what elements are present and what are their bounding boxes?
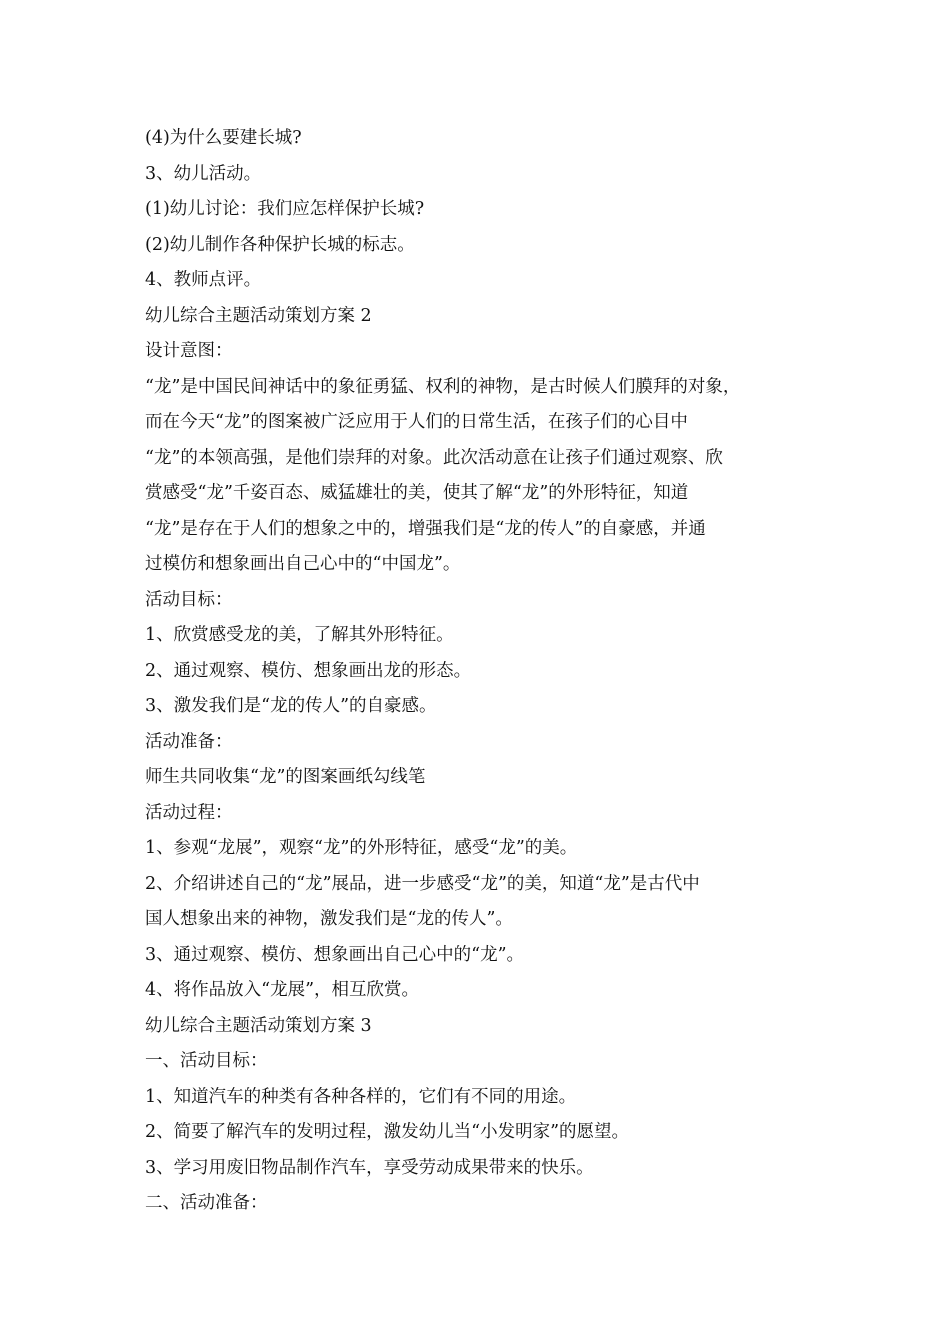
list-item: 2、简要了解汽车的发明过程，激发幼儿当“小发明家”的愿望。: [145, 1122, 630, 1142]
plan-title: 幼儿综合主题活动策划方案 2: [145, 305, 372, 326]
paragraph-line: “龙”是存在于人们的想象之中的，增强我们是“龙的传人”的自豪感，并通: [145, 518, 706, 539]
text-line: (1)幼儿讨论：我们应怎样保护长城?: [145, 199, 425, 219]
section-heading: 活动目标：: [145, 589, 233, 610]
list-item: 2、通过观察、模仿、想象画出龙的形态。: [145, 660, 472, 681]
list-item: 3、学习用废旧物品制作汽车，享受劳动成果带来的快乐。: [145, 1157, 594, 1178]
paragraph-line: 过模仿和想象画出自己心中的“中国龙”。: [145, 554, 461, 574]
list-item: 1、欣赏感受龙的美，了解其外形特征。: [145, 625, 454, 645]
list-item: 4、将作品放入“龙展”，相互欣赏。: [145, 980, 420, 1000]
section-heading: 设计意图：: [145, 341, 233, 361]
text-line: 师生共同收集“龙”的图案画纸勾线笔: [145, 767, 426, 787]
section-heading: 活动过程：: [145, 802, 233, 823]
list-item: 1、知道汽车的种类有各种各样的，它们有不同的用途。: [145, 1086, 577, 1107]
section-heading: 活动准备：: [145, 731, 233, 752]
plan-title: 幼儿综合主题活动策划方案 3: [145, 1015, 372, 1036]
list-item: 3、激发我们是“龙的传人”的自豪感。: [145, 696, 437, 716]
document-body: [145, 121, 807, 1222]
paragraph-line: “龙”是中国民间神话中的象征勇猛、权利的神物，是古时候人们膜拜的对象，: [145, 376, 741, 397]
section-heading: 4、教师点评。: [145, 270, 262, 290]
list-item-continued: 国人想象出来的神物，激发我们是“龙的传人”。: [145, 909, 513, 929]
list-item: 3、通过观察、模仿、想象画出自己心中的“龙”。: [145, 944, 525, 965]
section-heading: 二、活动准备：: [145, 1193, 268, 1213]
paragraph-line: 而在今天“龙”的图案被广泛应用于人们的日常生活，在孩子们的心目中: [145, 412, 688, 432]
text-line: (4)为什么要建长城?: [145, 128, 302, 148]
list-item: 1、参观“龙展”，观察“龙”的外形特征，感受“龙”的美。: [145, 838, 578, 858]
paragraph-line: 赏感受“龙”千姿百态、威猛雄壮的美，使其了解“龙”的外形特征，知道: [145, 483, 689, 503]
paragraph-line: “龙”的本领高强，是他们崇拜的对象。此次活动意在让孩子们通过观察、欣: [145, 447, 723, 468]
section-heading: 3、幼儿活动。: [145, 163, 262, 184]
text-line: (2)幼儿制作各种保护长城的标志。: [145, 234, 415, 255]
list-item: 2、介绍讲述自己的“龙”展品，进一步感受“龙”的美，知道“龙”是古代中: [145, 873, 700, 894]
section-heading: 一、活动目标：: [145, 1051, 268, 1071]
